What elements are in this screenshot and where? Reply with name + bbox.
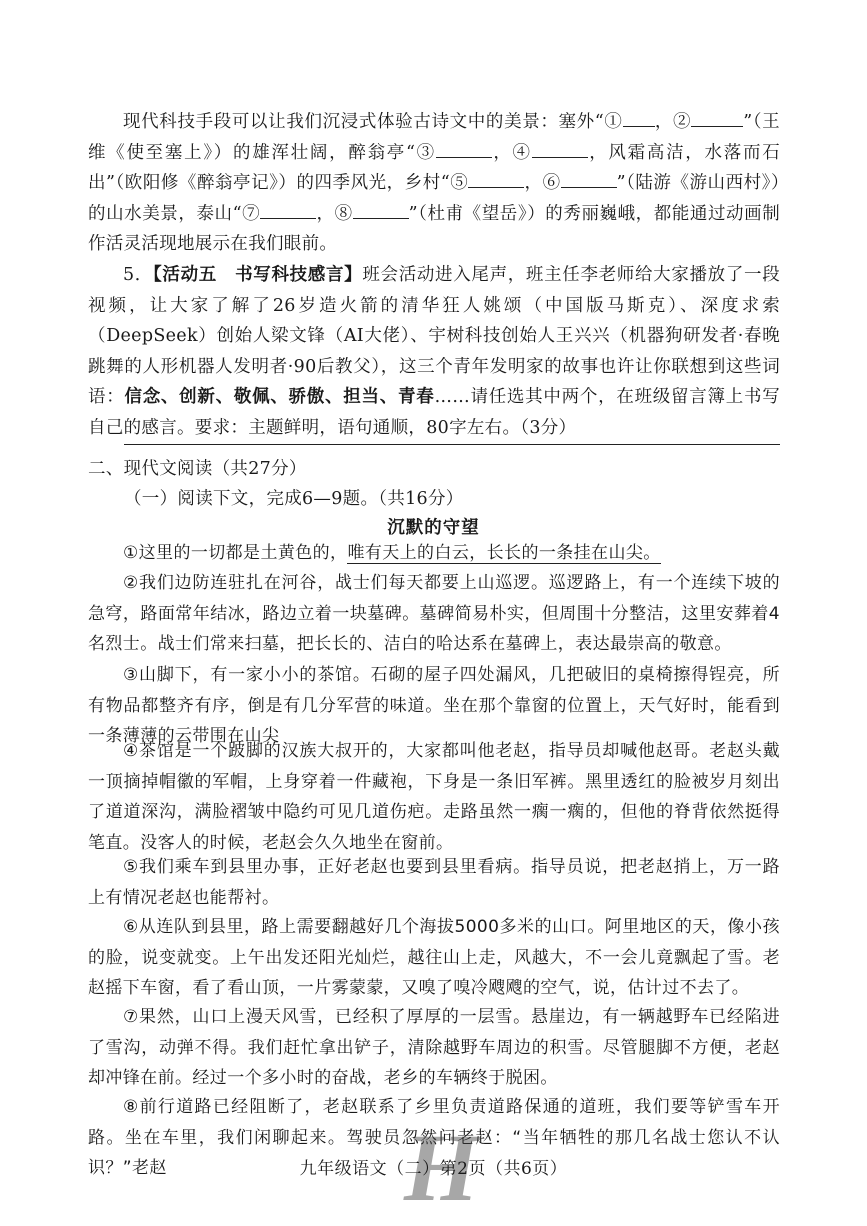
article-paragraph-6: ⑥从连队到县里，路上需要翻越好几个海拔5000多米的山口。阿里地区的天，像小孩的脸，说变就变。上午出发还阳光灿烂，越往山上走，风越大，不一会儿竟飘起了雪。老赵摇下车窗，看了看山顶，一片雾蒙蒙，又嗅了嗅冷飕飕的空气，说，估计过不去了。 bbox=[88, 917, 780, 998]
article-paragraph-7: ⑦果然，山口上漫天风雪，已经积了厚厚的一层雪。悬崖边，有一辆越野车已经陷进了雪沟，动弹不得。我们赶忙拿出铲子，清除越野车周边的积雪。尽管腿脚不方便，老赵却冲锋在前。经过一个多小时的奋战，老乡的车辆终于脱困。 bbox=[88, 1007, 780, 1088]
page-footer: 九年级语文（二）第2页（共6页） bbox=[299, 1159, 568, 1179]
article-paragraph-1: ①这里的一切都是土黄色的，唯有天上的白云，长长的一条挂在山尖。 bbox=[123, 543, 661, 563]
question-5: 5．【活动五 书写科技感言】班会活动进入尾声，班主任李老师给大家播放了一段视频，让大家了解了26岁造火箭的清华狂人姚颂（中国版马斯克）、深度求索（DeepSeek）创始人梁文锋（AI大佬）、宇树科技创始人王兴兴（机器狗研发者·春晚跳舞的人形机器人发明者·90后教父），这三个青年发明家的故事也许让你联想到这些词语：信念、创新、敬佩、骄傲、担当、青春……请任选其中两个，在班级留言簿上书写自己的感言。要求：主题鲜明，语句通顺，80字左右。（3分） bbox=[88, 265, 780, 438]
article-paragraph-5: ⑤我们乘车到县里办事，正好老赵也要到县里看病。指导员说，把老赵捎上，万一路上有情况老赵也能帮衬。 bbox=[88, 857, 780, 908]
blank-2[interactable] bbox=[691, 108, 743, 127]
poem-fill-question: 现代科技手段可以让我们沉浸式体验古诗文中的美景：塞外“① ，② ”（王维《使至塞上》）的雄浑壮阔，醉翁亭“③ ，④ ，风霜高洁，水落而石出”（欧阳修《醉翁亭记》）的四季风光，乡村“⑤ ，⑥ ”（陆游《游山西村》）的山水美景，泰山“⑦ ，⑧ ”（杜甫《望岳》）的秀丽巍峨，都能通过动画制作活灵活现地展示在我们眼前。 bbox=[88, 107, 780, 260]
underlined-sentence: 唯有天上的白云，长长的一条挂在山尖。 bbox=[347, 543, 661, 563]
blank-5[interactable] bbox=[468, 169, 524, 188]
blank-1[interactable] bbox=[623, 108, 655, 127]
article-paragraph-8: ⑧前行道路已经阻断了，老赵联系了乡里负责道路保通的道班，我们要等铲雪车开路。坐在车里，我们闲聊起来。驾驶员忽然问老赵：“当年牺牲的那几名战士您认不认识？”老赵 bbox=[88, 1097, 780, 1178]
subsection-heading: （一）阅读下文，完成6—9题。（共16分） bbox=[124, 489, 464, 509]
article-paragraph-3: ③山脚下，有一家小小的茶馆。石砌的屋子四处漏风，几把破旧的桌椅擦得锃亮，所有物品都整齐有序，倒是有几分军营的味道。坐在那个靠窗的位置上，天气好时，能看到一条薄薄的云带围在山尖 bbox=[88, 665, 780, 746]
section-heading: 二、现代文阅读（共27分） bbox=[88, 459, 307, 479]
blank-4[interactable] bbox=[532, 139, 588, 158]
article-paragraph-4: ④茶馆是一个跛脚的汉族大叔开的，大家都叫他老赵，指导员却喊他赵哥。老赵头戴一顶摘掉帽徽的军帽，上身穿着一件藏袍，下身是一条旧军裤。黑里透红的脸被岁月刻出了道道深沟，满脸褶皱中隐约可见几道伤疤。走路虽然一瘸一瘸的，但他的脊背依然挺得笔直。没客人的时候，老赵会久久地坐在窗前。 bbox=[88, 741, 780, 853]
watermark-logo: H bbox=[404, 1114, 479, 1221]
blank-3[interactable] bbox=[436, 139, 492, 158]
activity-tag: 【活动五 书写科技感言】 bbox=[152, 265, 363, 285]
question-number: 5． bbox=[123, 265, 153, 285]
blank-8[interactable] bbox=[353, 200, 409, 219]
article-paragraph-2: ②我们边防连驻扎在河谷，战士们每天都要上山巡逻。巡逻路上，有一个连续下坡的急穹，路面常年结冰，路边立着一块墓碑。墓碑简易朴实，但周围十分整洁，这里安葬着4名烈士。战士们常来扫墓，把长长的、洁白的哈达系在墓碑上，表达最崇高的敬意。 bbox=[88, 573, 780, 654]
blank-7[interactable] bbox=[260, 200, 316, 219]
blank-6[interactable] bbox=[561, 169, 617, 188]
keywords: 信念、创新、敬佩、骄傲、担当、青春 bbox=[124, 387, 435, 407]
article-title: 沉默的守望 bbox=[387, 518, 480, 538]
answer-line[interactable] bbox=[124, 444, 780, 445]
